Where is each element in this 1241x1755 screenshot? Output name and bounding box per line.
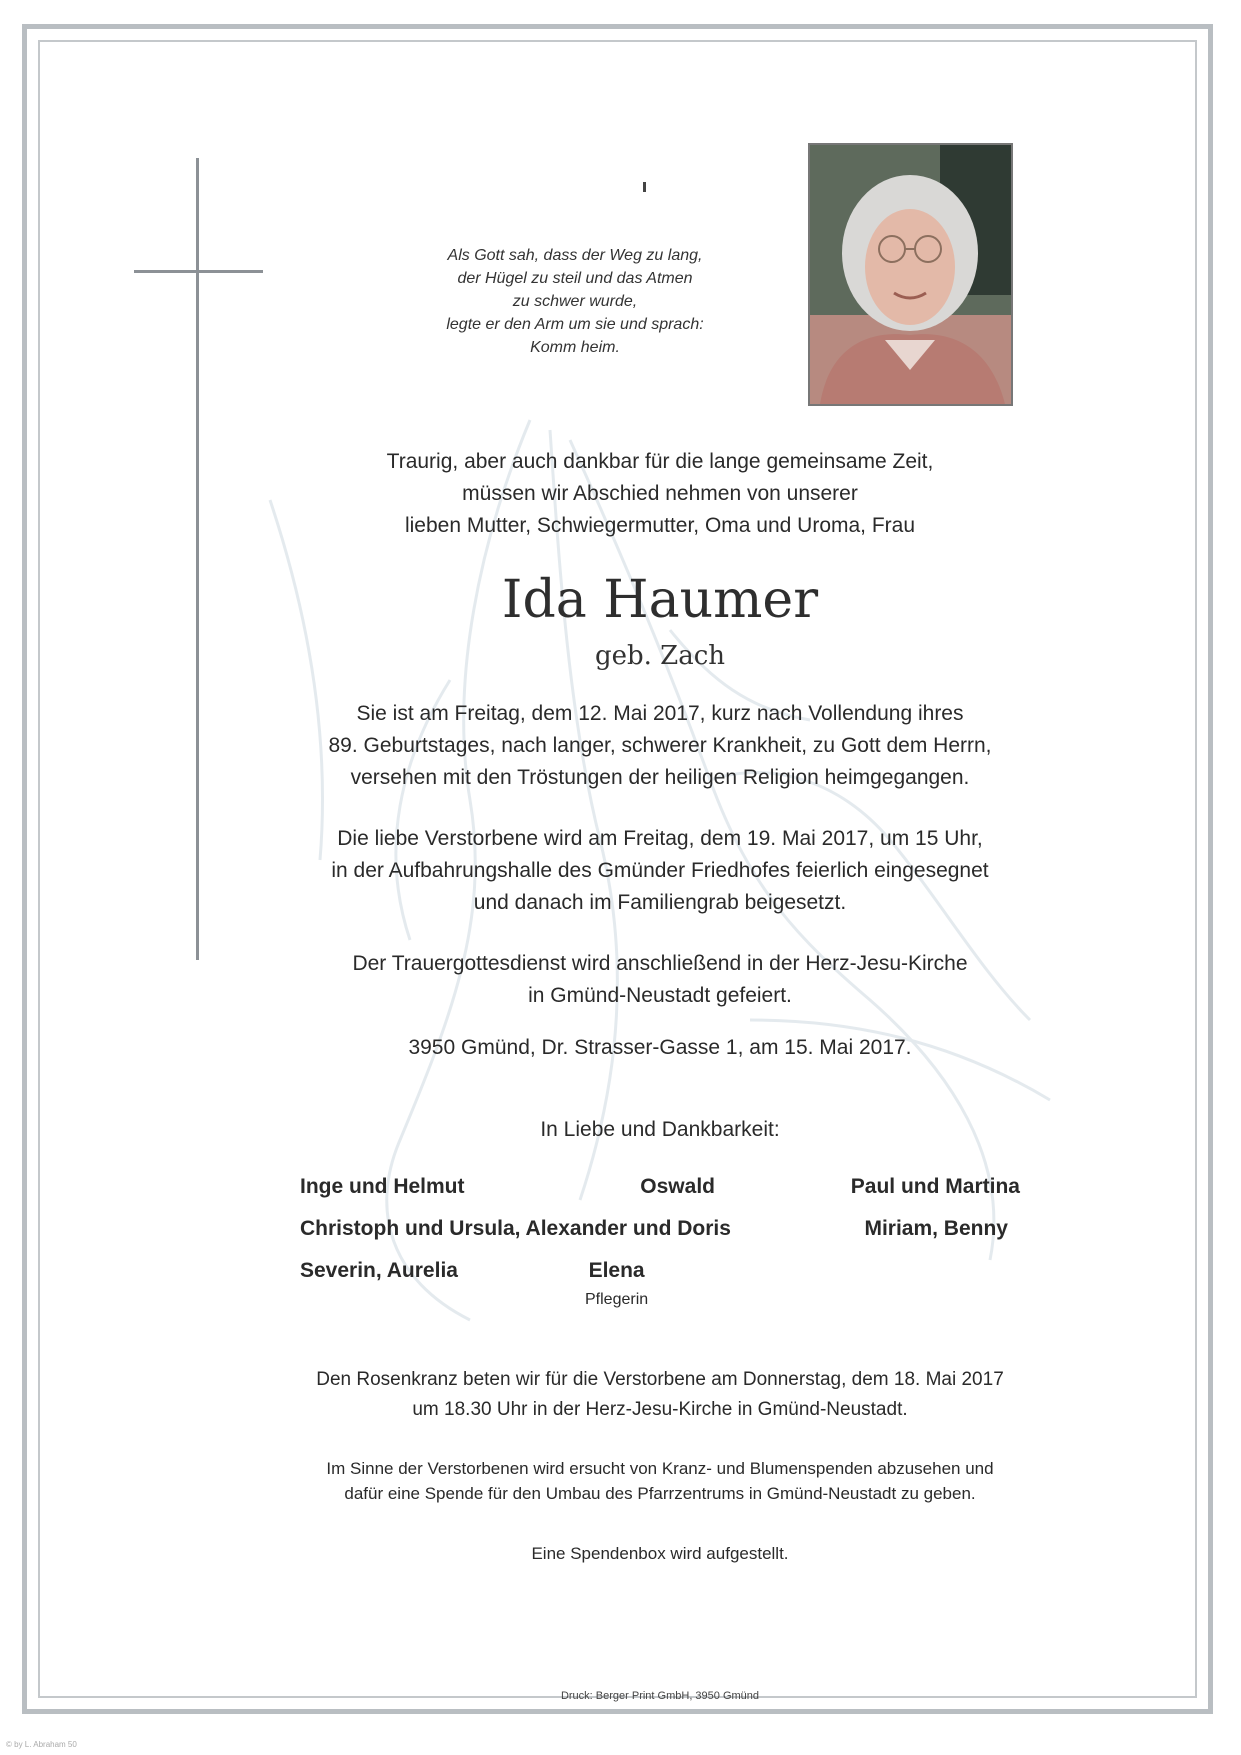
- poem-line: der Hügel zu steil und das Atmen: [457, 270, 693, 287]
- mourners-row: [300, 1166, 1020, 1208]
- mourner-name: Severin, Aurelia: [300, 1259, 458, 1282]
- funeral-info: [250, 823, 1070, 919]
- print-mark: [643, 182, 646, 192]
- birth-name: geb. Zach: [594, 641, 726, 671]
- portrait-photo: [808, 143, 1013, 406]
- poem: [405, 244, 745, 359]
- mourner-name: Inge und Helmut: [300, 1175, 465, 1198]
- mourner-name: Oswald: [640, 1175, 715, 1198]
- mourner-name: Paul und Martina: [850, 1175, 1020, 1198]
- rosary-line: um 18.30 Uhr in der Herz-Jesu-Kirche in Gmünd-Neustadt.: [412, 1399, 908, 1420]
- donation-line: Im Sinne der Verstorbenen wird ersucht von Kranz- und Blumenspenden abzusehen und: [326, 1459, 994, 1478]
- mourner-name: Christoph und Ursula, Alexander und Doris: [300, 1217, 731, 1240]
- death-notice-line: 89. Geburtstages, nach langer, schwerer Krankheit, zu Gott dem Herrn,: [328, 734, 992, 757]
- caregiver: [585, 1250, 648, 1308]
- funeral-line: und danach im Familiengrab beigesetzt.: [473, 891, 847, 914]
- death-notice-line: versehen mit den Tröstungen der heiligen Religion heimgegangen.: [350, 766, 970, 789]
- caregiver-role: Pflegerin: [585, 1291, 649, 1308]
- donation-box-note: Eine Spendenbox wird aufgestellt.: [531, 1544, 789, 1563]
- service-line: Der Trauergottesdienst wird anschließend in der Herz-Jesu-Kirche: [352, 952, 968, 975]
- poem-line: zu schwer wurde,: [512, 293, 638, 310]
- caregiver-name: Elena: [588, 1259, 645, 1282]
- place-date: 3950 Gmünd, Dr. Strasser-Gasse 1, am 15. Mai 2017.: [408, 1036, 912, 1059]
- funeral-line: Die liebe Verstorbene wird am Freitag, dem 19. Mai 2017, um 15 Uhr,: [337, 827, 983, 850]
- cross-horizontal-bar: [134, 270, 263, 273]
- poem-line: Komm heim.: [530, 339, 620, 356]
- intro-line: müssen wir Abschied nehmen von unserer: [462, 482, 858, 505]
- service-info: [250, 948, 1070, 1012]
- donation-line: dafür eine Spende für den Umbau des Pfarrzentrums in Gmünd-Neustadt zu geben.: [344, 1484, 976, 1503]
- closing-line: In Liebe und Dankbarkeit:: [540, 1118, 780, 1141]
- printer-credit: Druck: Berger Print GmbH, 3950 Gmünd: [560, 1690, 760, 1702]
- poem-line: Als Gott sah, dass der Weg zu lang,: [447, 247, 703, 264]
- death-notice: [250, 698, 1070, 794]
- rosary-line: Den Rosenkranz beten wir für die Verstorbene am Donnerstag, dem 18. Mai 2017: [316, 1369, 1004, 1390]
- copyright-note: © by L. Abraham 50: [6, 1740, 77, 1749]
- death-notice-line: Sie ist am Freitag, dem 12. Mai 2017, kurz nach Vollendung ihres: [356, 702, 964, 725]
- deceased-name: Ida Haumer: [501, 570, 819, 630]
- donation-info: [250, 1456, 1070, 1506]
- mourners-row: [300, 1208, 1020, 1250]
- intro-text: [250, 446, 1070, 542]
- mourners-list: [300, 1166, 1020, 1308]
- intro-line: lieben Mutter, Schwiegermutter, Oma und Uroma, Frau: [404, 514, 916, 537]
- mourners-row: [300, 1250, 1020, 1308]
- cross-vertical-bar: [196, 158, 199, 960]
- funeral-line: in der Aufbahrungshalle des Gmünder Friedhofes feierlich eingesegnet: [331, 859, 989, 882]
- mourner-name: Miriam, Benny: [864, 1217, 1008, 1240]
- poem-line: legte er den Arm um sie und sprach:: [446, 316, 704, 333]
- rosary-info: [250, 1365, 1070, 1425]
- service-line: in Gmünd-Neustadt gefeiert.: [528, 984, 792, 1007]
- intro-line: Traurig, aber auch dankbar für die lange gemeinsame Zeit,: [386, 450, 934, 473]
